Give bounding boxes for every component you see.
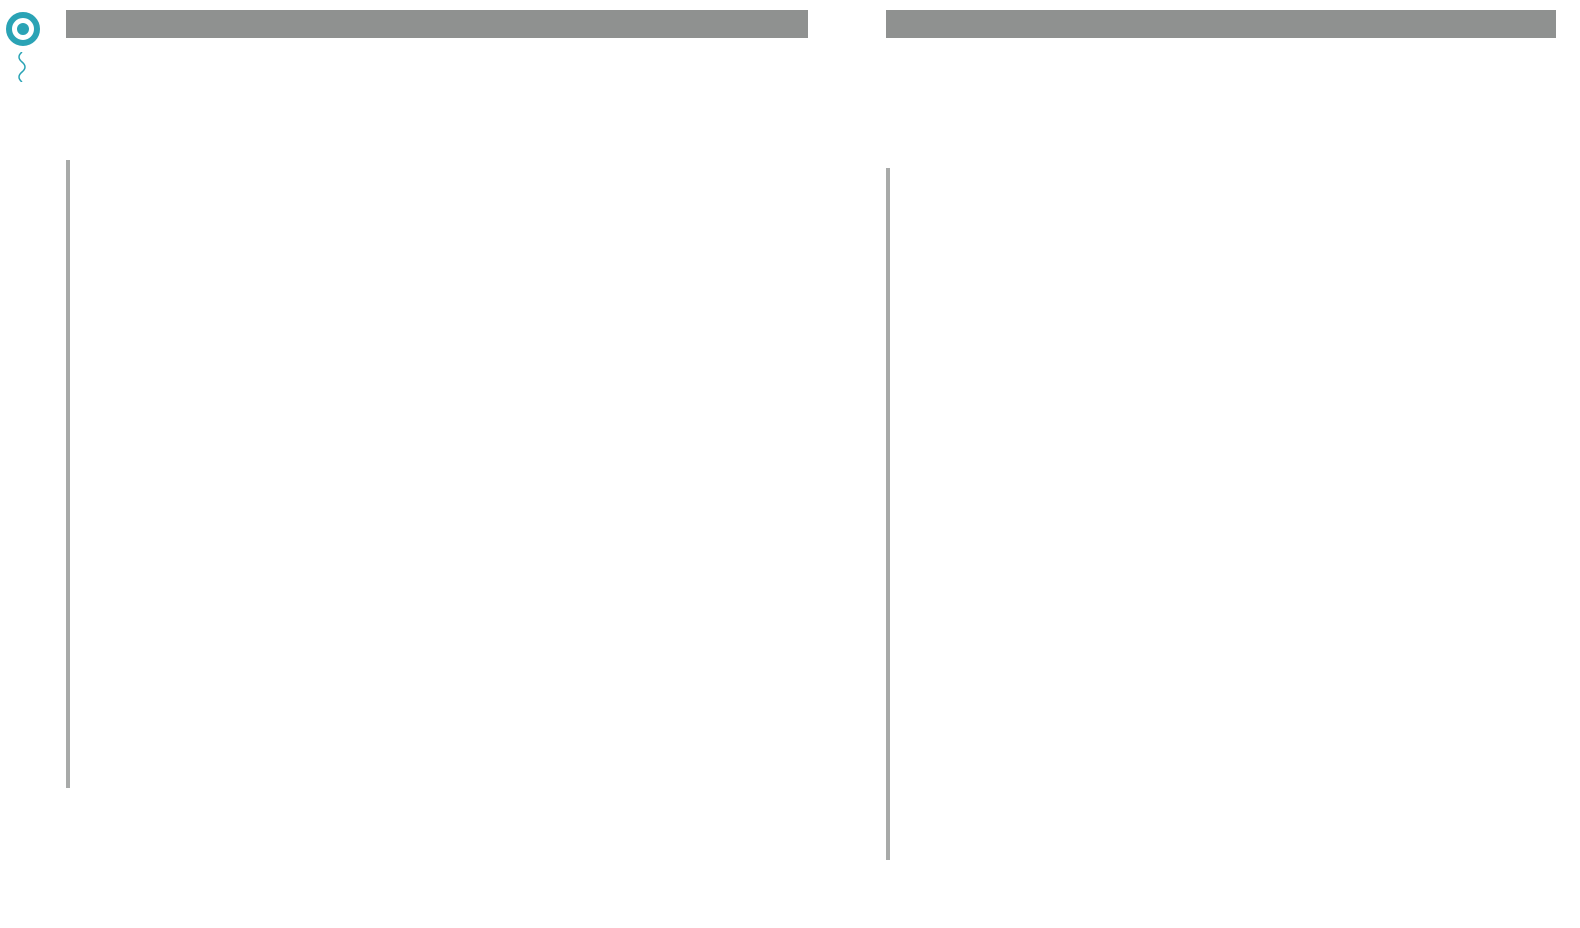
table-header-left (66, 10, 808, 38)
bracket-first (66, 160, 70, 788)
table-header-right (886, 10, 1556, 38)
title-ring-icon (6, 12, 40, 46)
bracket-last (886, 168, 890, 860)
squiggle-icon (16, 52, 28, 82)
